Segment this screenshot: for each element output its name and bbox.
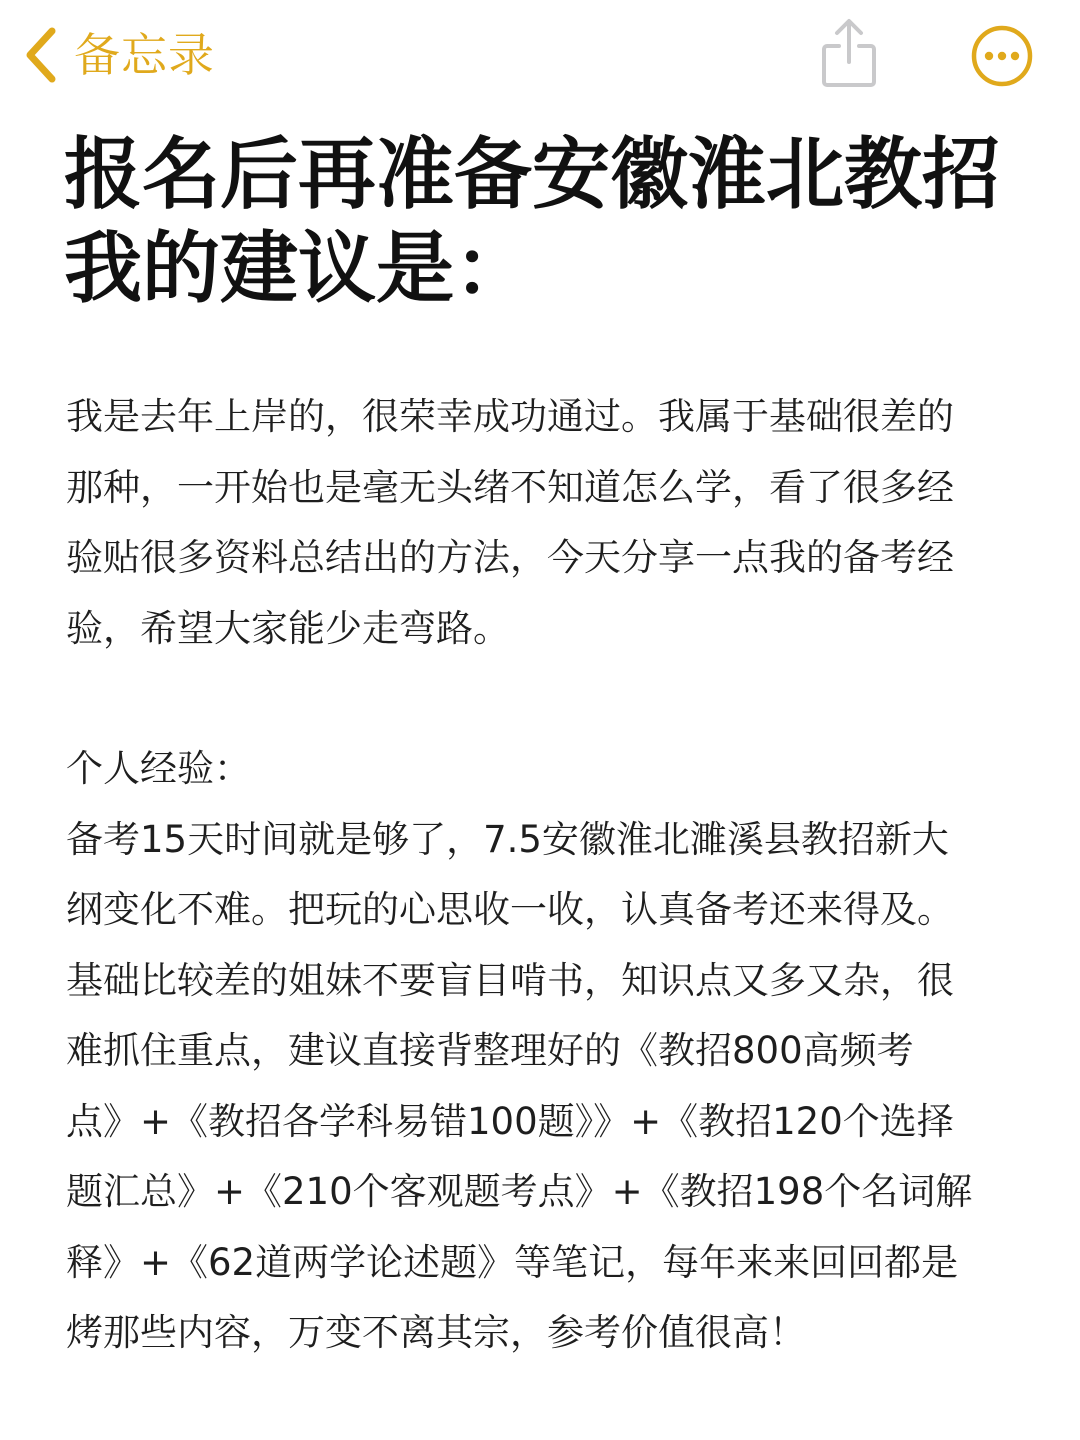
more-icon [970,73,1034,92]
title-line: 我的建议是： [64,224,533,314]
navigation-bar [0,0,1080,110]
share-button[interactable] [818,16,880,90]
back-button[interactable] [22,20,215,90]
text-line: 验贴很多资料总结出的方法，今天分享一点我的备考经 [66,536,954,579]
text-line: 基础比较差的姐妹不要盲目啃书，知识点又多又杂，很 [66,958,954,1002]
intro-paragraph[interactable] [66,382,1026,664]
text-line: 点》+《教招各学科易错100题》》+《教招120个选择 [66,1099,954,1143]
back-label: 备忘录 [74,28,215,82]
more-button[interactable] [970,24,1034,88]
text-line: 释》+《62道两学论述题》等笔记，每年来来回回都是 [66,1240,959,1284]
text-line: 那种，一开始也是毫无头绪不知道怎么学，看了很多经 [66,465,954,509]
text-line: 验，希望大家能少走弯路。 [66,606,510,650]
title-line: 报名后再准备安徽淮北教招 [64,130,1001,220]
text-line: 难抓住重点，建议直接背整理好的《教招800高频考 [66,1029,914,1072]
text-line: 纲变化不难。把玩的心思收一收，认真备考还来得及。 [66,888,954,931]
text-line: 我是去年上岸的，很荣幸成功通过。我属于基础很差的 [66,395,954,438]
chevron-left-icon [22,27,58,83]
text-line: 题汇总》+《210个客观题考点》+《教招198个名词解 [66,1170,973,1213]
share-icon [818,75,880,94]
section-heading: 个人经验： [66,747,251,790]
note-title[interactable] [64,128,1064,316]
experience-paragraph[interactable] [66,734,1026,1369]
text-line: 备考15天时间就是够了，7.5安徽淮北濉溪县教招新大 [66,817,949,861]
text-line: 烤那些内容，万变不离其宗，参考价值很高！ [66,1311,806,1354]
